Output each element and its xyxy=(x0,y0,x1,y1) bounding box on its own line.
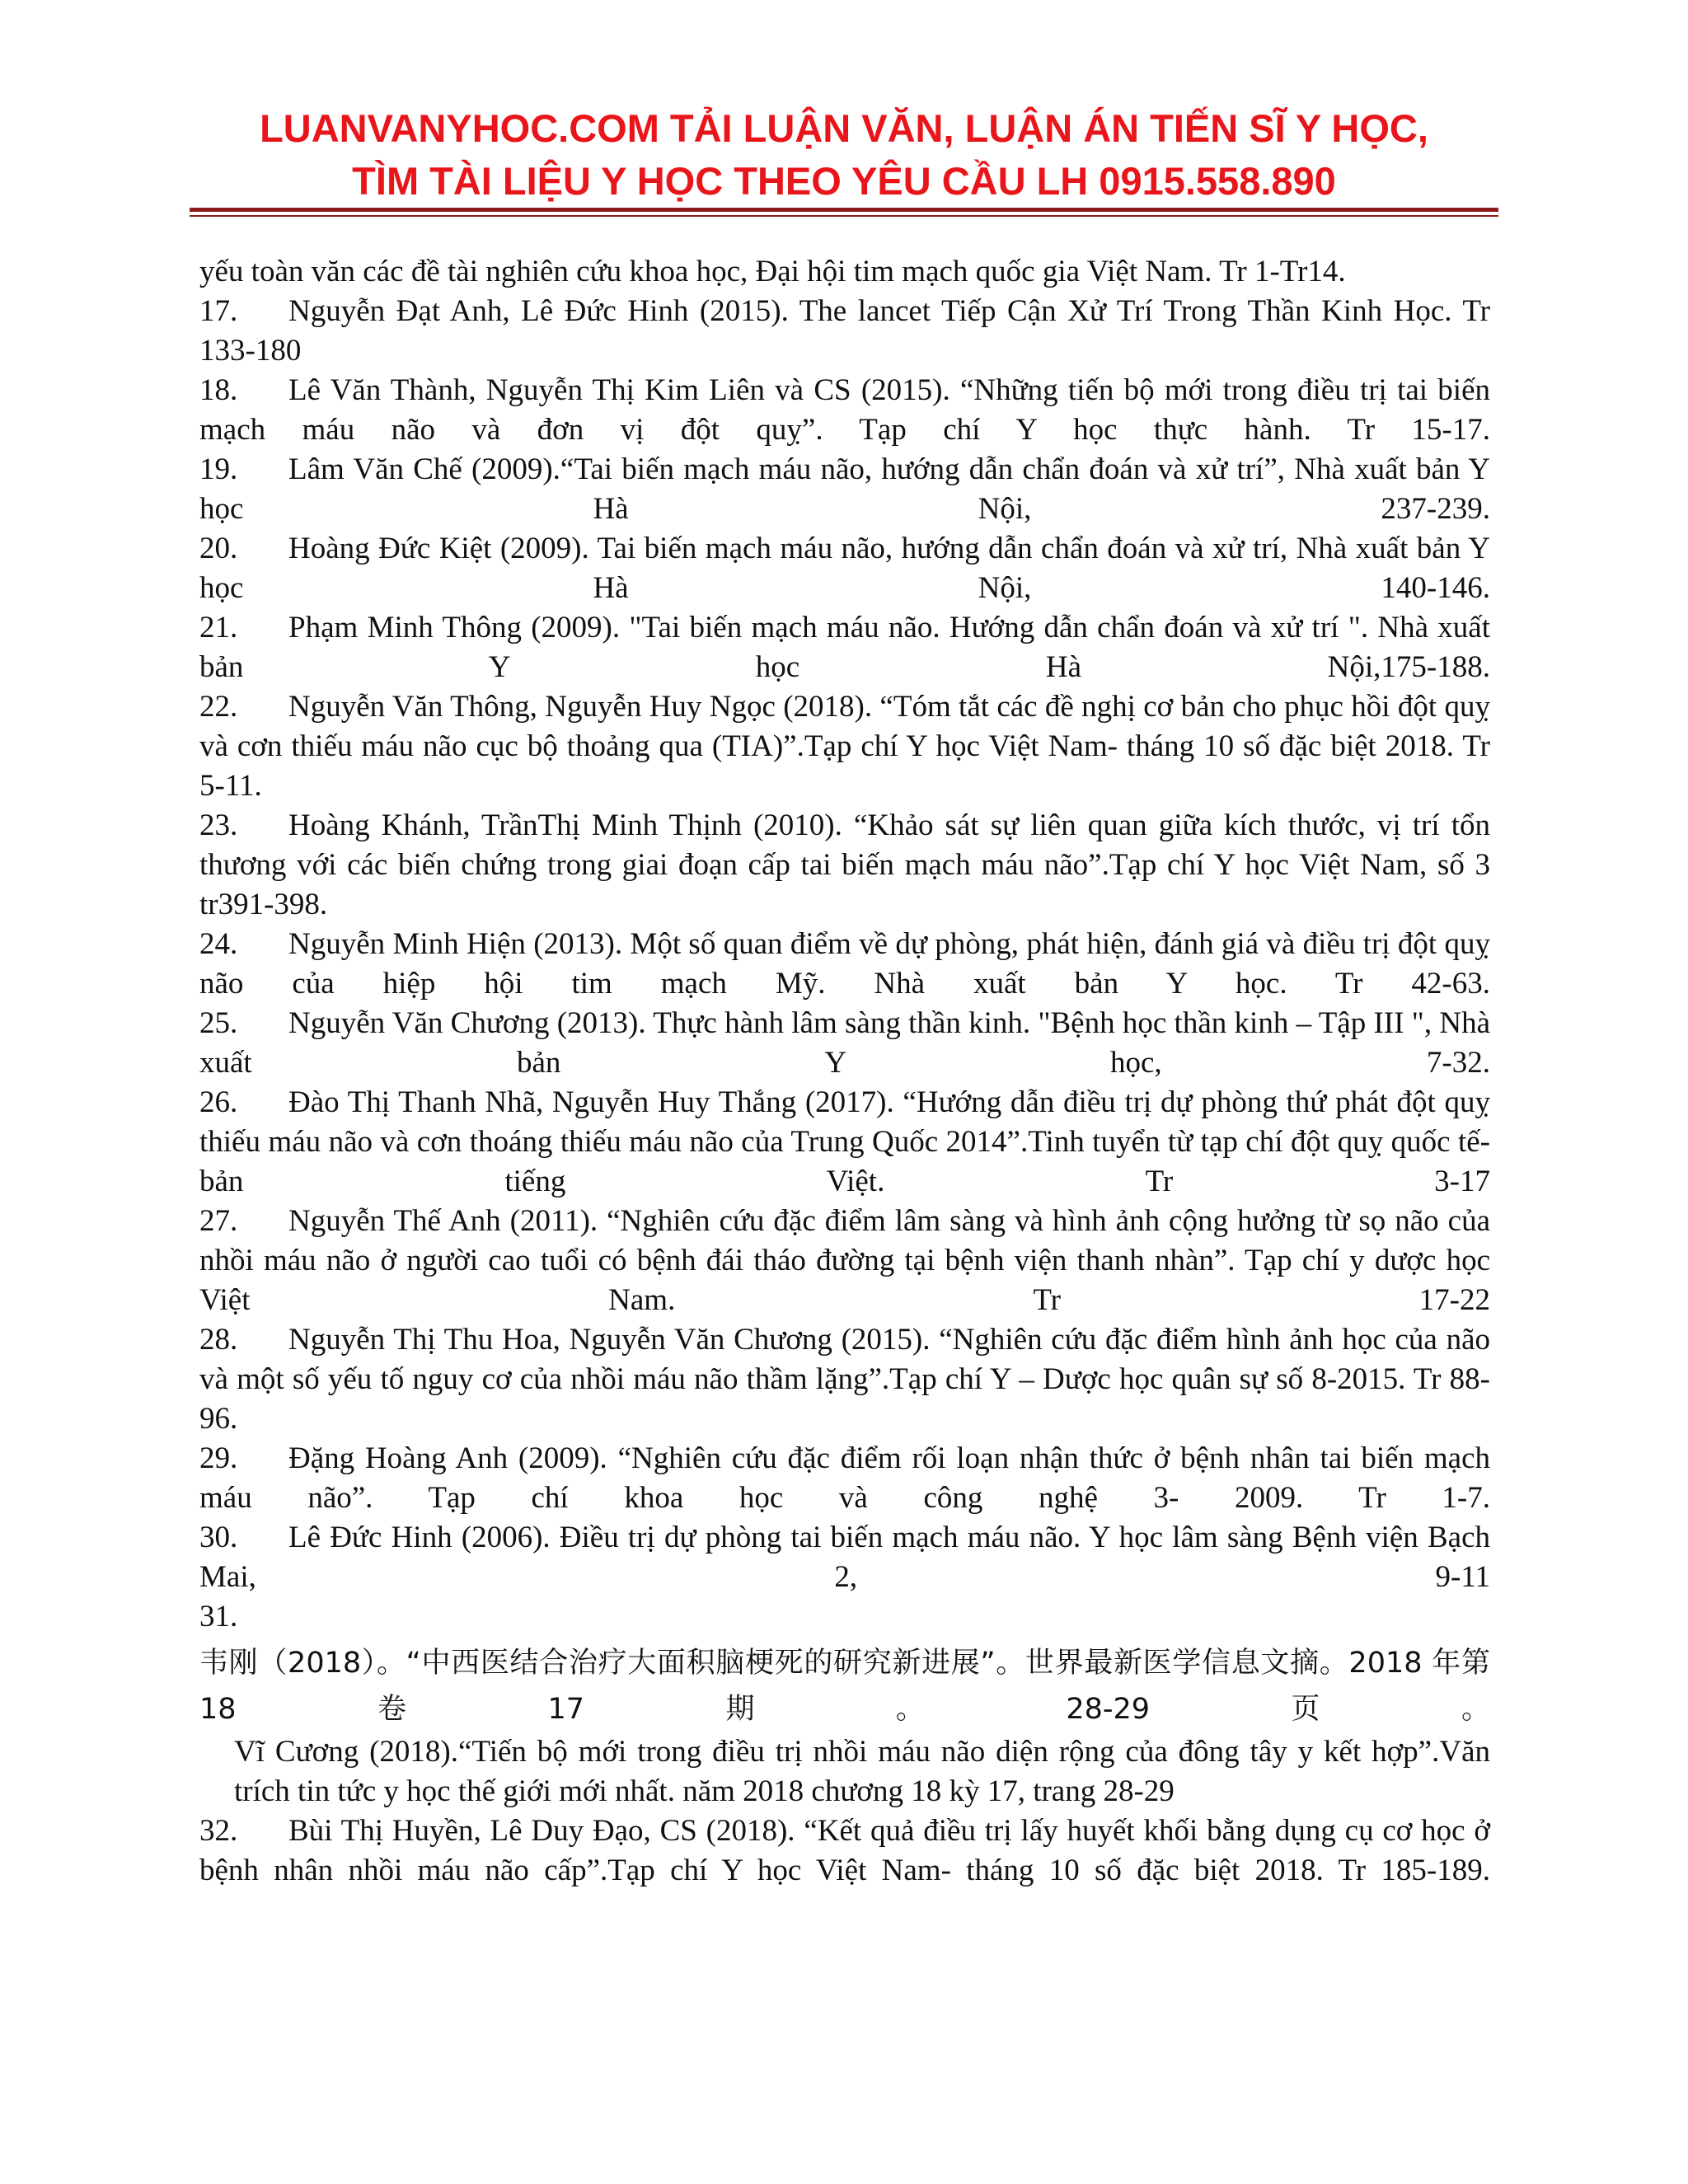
header-line-1: LUANVANYHOC.COM TẢI LUẬN VĂN, LUẬN ÁN TIẾN SĨ Y HỌC, xyxy=(260,106,1428,150)
reference-continuation: yếu toàn văn các đề tài nghiên cứu khoa học, Đại hội tim mạch quốc gia Việt Nam. Tr 1-Tr14. xyxy=(199,255,1346,288)
reference-item xyxy=(199,371,1490,450)
reference-31-translation: Vĩ Cương (2018).“Tiến bộ mới trong điều trị nhồi máu não diện rộng của đông tây y kết hợp”.Văn trích tin tức y học thế giới mới nhất. năm 2018 chương 18 kỳ 17, trang 28-29 xyxy=(234,1735,1490,1808)
reference-item xyxy=(199,1320,1490,1439)
header-rule-thick xyxy=(190,208,1498,212)
reference-text: Hoàng Khánh, TrầnThị Minh Thịnh (2010). “Khảo sát sự liên quan giữa kích thước, vị trí tổn thương với các biến chứng trong giai đoạn cấp tai biến mạch máu não”.Tạp chí Y học Việt Nam, số 3 tr391-398. xyxy=(199,808,1490,921)
reference-item xyxy=(199,1004,1490,1083)
reference-number: 17. xyxy=(199,294,238,328)
reference-item xyxy=(199,450,1490,529)
reference-number: 29. xyxy=(199,1441,238,1475)
reference-number: 20. xyxy=(199,532,238,565)
reference-number: 23. xyxy=(199,808,238,842)
reference-number: 21. xyxy=(199,611,238,644)
reference-number: 26. xyxy=(199,1085,238,1119)
reference-item xyxy=(199,806,1490,925)
reference-text: Hoàng Đức Kiệt (2009). Tai biến mạch máu não, hướng dẫn chẩn đoán và xử trí, Nhà xuất bản Y học Hà Nội, 140-146. xyxy=(199,532,1490,605)
reference-text: Nguyễn Đạt Anh, Lê Đức Hinh (2015). The lancet Tiếp Cận Xử Trí Trong Thần Kinh Học. Tr 133-180 xyxy=(199,294,1490,368)
reference-number: 25. xyxy=(199,1006,238,1040)
reference-item xyxy=(199,1202,1490,1320)
reference-text: Nguyễn Thị Thu Hoa, Nguyễn Văn Chương (2015). “Nghiên cứu đặc điểm hình ảnh học của não và một số yếu tố nguy cơ của nhồi máu não thầm lặng”.Tạp chí Y – Dược học quân sự số 8-2015. Tr 88-96. xyxy=(199,1323,1490,1436)
reference-number-31: 31. xyxy=(199,1600,238,1633)
reference-item xyxy=(199,1518,1490,1597)
reference-number: 24. xyxy=(199,927,238,961)
reference-text: Bùi Thị Huyền, Lê Duy Đạo, CS (2018). “Kết quả điều trị lấy huyết khối bằng dụng cụ cơ học ở bệnh nhân nhồi máu não cấp”.Tạp chí Y học Việt Nam- tháng 10 số đặc biệt 2018. Tr 185-189. xyxy=(199,1814,1490,1887)
reference-text: Nguyễn Minh Hiện (2013). Một số quan điểm về dự phòng, phát hiện, đánh giá và điều trị đột quỵ não của hiệp hội tim mạch Mỹ. Nhà xuất bản Y học. Tr 42-63. xyxy=(199,927,1490,1001)
reference-text: Lê Văn Thành, Nguyễn Thị Kim Liên và CS (2015). “Những tiến bộ mới trong điều trị tai biến mạch máu não và đơn vị đột quỵ”. Tạp chí Y học thực hành. Tr 15-17. xyxy=(199,373,1490,447)
reference-item xyxy=(199,1811,1490,1891)
reference-item xyxy=(199,292,1490,371)
reference-text: Đào Thị Thanh Nhã, Nguyễn Huy Thắng (2017). “Hướng dẫn điều trị dự phòng thứ phát đột quỵ thiếu máu não và cơn thoáng thiếu máu não của Trung Quốc 2014”.Tinh tuyển từ tạp chí đột quỵ quốc tế- bản tiếng Việt. Tr 3-17 xyxy=(199,1085,1490,1198)
reference-item xyxy=(199,529,1490,608)
reference-number: 22. xyxy=(199,690,238,724)
reference-number: 28. xyxy=(199,1323,238,1357)
reference-number: 30. xyxy=(199,1521,238,1554)
reference-31-chinese: 韦刚（2018）。“中西医结合治疗大面积脑梗死的研究新进展”。世界最新医学信息文摘。2018 年第18卷17期。28-29页。 xyxy=(199,1647,1490,1726)
reference-item xyxy=(199,925,1490,1004)
reference-text: Lâm Văn Chế (2009).“Tai biến mạch máu não, hướng dẫn chẩn đoán và xử trí”, Nhà xuất bản Y học Hà Nội, 237-239. xyxy=(199,452,1490,526)
reference-text: Lê Đức Hinh (2006). Điều trị dự phòng tai biến mạch máu não. Y học lâm sàng Bệnh viện Bạch Mai, 2, 9-11 xyxy=(199,1521,1490,1594)
reference-number: 32. xyxy=(199,1814,238,1848)
reference-list xyxy=(199,252,1490,1891)
reference-number: 27. xyxy=(199,1204,238,1238)
reference-text: Nguyễn Văn Chương (2013). Thực hành lâm sàng thần kinh. "Bệnh học thần kinh – Tập III ", Nhà xuất bản Y học, 7-32. xyxy=(199,1006,1490,1080)
reference-number: 19. xyxy=(199,452,238,486)
reference-text: Phạm Minh Thông (2009). "Tai biến mạch máu não. Hướng dẫn chẩn đoán và xử trí ". Nhà xuất bản Y học Hà Nội,175-188. xyxy=(199,611,1490,684)
reference-item xyxy=(199,1083,1490,1202)
reference-number: 18. xyxy=(199,373,238,407)
reference-text: Đặng Hoàng Anh (2009). “Nghiên cứu đặc điểm rối loạn nhận thức ở bệnh nhân tai biến mạch máu não”. Tạp chí khoa học và công nghệ 3- 2009. Tr 1-7. xyxy=(199,1441,1490,1515)
reference-text: Nguyễn Thế Anh (2011). “Nghiên cứu đặc điểm lâm sàng và hình ảnh cộng hưởng từ sọ não của nhồi máu não ở người cao tuổi có bệnh đái tháo đường tại bệnh viện thanh nhàn”. Tạp chí y dược học Việt Nam. Tr 17-22 xyxy=(199,1204,1490,1317)
page-header xyxy=(190,102,1498,208)
header-line-2: TÌM TÀI LIỆU Y HỌC THEO YÊU CẦU LH 0915.558.890 xyxy=(352,159,1336,203)
reference-item xyxy=(199,608,1490,687)
reference-item xyxy=(199,687,1490,806)
reference-text: Nguyễn Văn Thông, Nguyễn Huy Ngọc (2018). “Tóm tắt các đề nghị cơ bản cho phục hồi đột quỵ và cơn thiếu máu não cục bộ thoảng qua (TIA)”.Tạp chí Y học Việt Nam- tháng 10 số đặc biệt 2018. Tr 5-11. xyxy=(199,690,1490,803)
header-rule-thin xyxy=(190,215,1498,217)
reference-item xyxy=(199,1439,1490,1518)
